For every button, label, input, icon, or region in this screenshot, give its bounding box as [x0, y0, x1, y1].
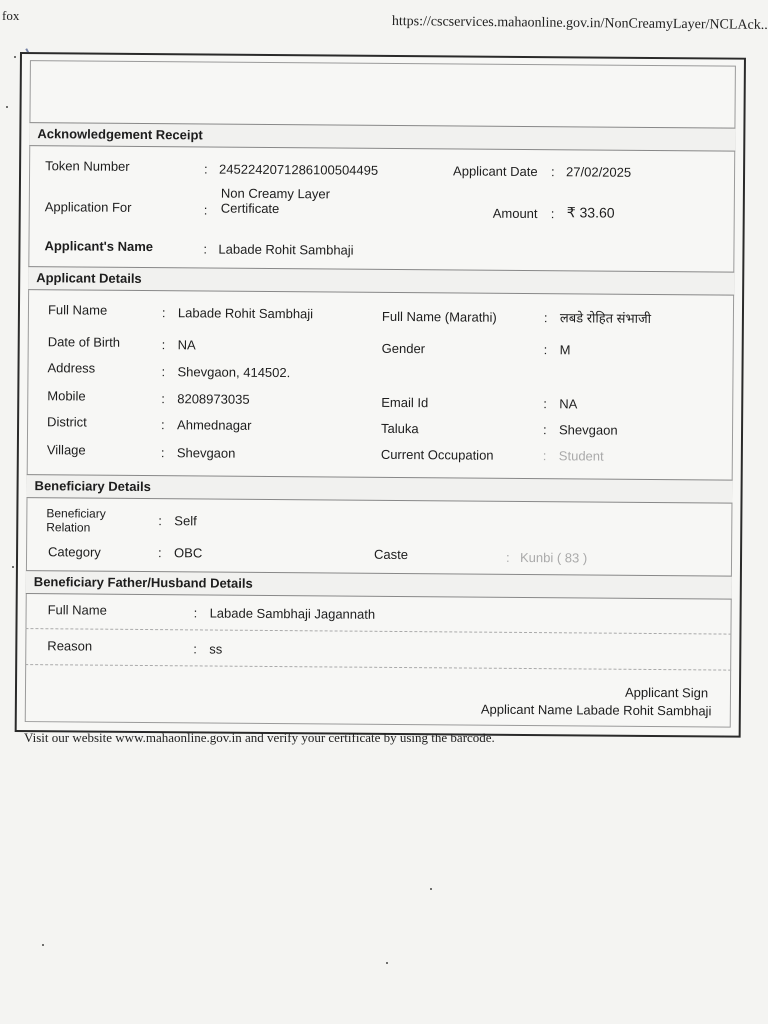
- applicant-date-colon: :: [551, 164, 555, 180]
- relation-colon: :: [158, 513, 163, 529]
- speck: [386, 962, 388, 964]
- mobile-colon: :: [161, 391, 165, 407]
- ack-title: Acknowledgement Receipt: [37, 126, 203, 143]
- category-colon: :: [158, 545, 162, 561]
- application-for-label: Application For: [44, 199, 132, 215]
- address-colon: :: [161, 364, 166, 380]
- district-value: Ahmednagar: [177, 417, 252, 433]
- speck: [6, 106, 8, 108]
- relation-label-1: Beneficiary: [46, 506, 106, 521]
- dob-label: Date of Birth: [47, 334, 121, 350]
- receipt-inner-border: [25, 60, 736, 728]
- village-label: Village: [46, 442, 86, 458]
- email-label: Email Id: [381, 394, 429, 411]
- occupation-label: Current Occupation: [380, 446, 494, 463]
- reason-colon: :: [193, 641, 198, 657]
- caste-value: Kunbi ( 83 ): [519, 549, 588, 566]
- token-colon: :: [204, 161, 208, 177]
- full-name-colon: :: [161, 305, 166, 321]
- village-colon: :: [160, 445, 165, 461]
- caste-label: Caste: [374, 546, 409, 563]
- applicant-name-value: Labade Rohit Sambhaji: [218, 241, 354, 258]
- full-name-label: Full Name: [47, 302, 108, 318]
- full-name-marathi-label: Full Name (Marathi): [381, 308, 497, 325]
- acknowledgement-receipt: [15, 52, 746, 738]
- relation-label-2: Relation: [46, 520, 91, 535]
- applicant-sign-name: Applicant Name Labade Rohit Sambhaji: [480, 701, 712, 719]
- gender-label: Gender: [381, 340, 426, 357]
- father-details-title: Beneficiary Father/Husband Details: [33, 574, 253, 591]
- gender-value: M: [559, 342, 571, 358]
- speck: [14, 56, 16, 58]
- address-value: Shevgaon, 414502.: [177, 364, 291, 381]
- district-colon: :: [161, 417, 165, 433]
- application-for-line1: Non Creamy Layer: [220, 185, 331, 202]
- application-for-line2: Certificate: [220, 200, 280, 217]
- applicant-name-label: Applicant's Name: [44, 238, 154, 255]
- village-value: Shevgaon: [176, 445, 236, 461]
- email-colon: :: [543, 396, 547, 412]
- applicant-date-value: 27/02/2025: [566, 164, 632, 180]
- amount-label: Amount: [492, 205, 538, 222]
- relation-value: Self: [174, 513, 197, 529]
- full-name-marathi-colon: :: [543, 310, 548, 326]
- address-label: Address: [47, 360, 96, 376]
- category-value: OBC: [174, 545, 203, 561]
- browser-label: fox: [2, 8, 20, 23]
- applicant-details-title: Applicant Details: [36, 270, 142, 286]
- reason-label: Reason: [47, 638, 93, 654]
- applicant-date-label: Applicant Date: [453, 163, 538, 180]
- page-url[interactable]: https://cscservices.mahaonline.gov.in/NonCreamyLayer/NCLAck..: [391, 14, 768, 33]
- reason-value: ss: [209, 641, 223, 657]
- mobile-value: 8208973035: [177, 391, 250, 407]
- email-value: NA: [559, 396, 578, 412]
- speck: [42, 944, 44, 946]
- speck: [430, 888, 432, 890]
- father-full-name-value: Labade Sambhaji Jagannath: [209, 605, 376, 622]
- applicant-name-colon: :: [203, 241, 208, 257]
- full-name-value: Labade Rohit Sambhaji: [177, 305, 314, 322]
- dob-colon: :: [161, 337, 166, 353]
- beneficiary-details-title: Beneficiary Details: [34, 478, 151, 495]
- mobile-label: Mobile: [47, 388, 86, 404]
- token-value: 2452242071286100504495: [219, 161, 379, 178]
- occupation-value: Student: [558, 448, 604, 464]
- father-full-name-label: Full Name: [47, 602, 107, 618]
- amount-colon: :: [550, 206, 555, 222]
- occupation-colon: :: [542, 448, 547, 464]
- applicant-sign-label: Applicant Sign: [624, 684, 709, 701]
- dob-value: NA: [177, 337, 196, 353]
- caste-colon: :: [505, 549, 510, 565]
- application-for-colon: :: [203, 202, 208, 218]
- father-full-name-colon: :: [193, 605, 198, 621]
- taluka-label: Taluka: [380, 420, 419, 437]
- footer-note: Visit our website www.mahaonline.gov.in and verify your certificate by using the barcode.: [24, 730, 495, 745]
- amount-value: ₹ 33.60: [566, 204, 615, 221]
- district-label: District: [47, 414, 87, 430]
- speck: [12, 566, 14, 568]
- gender-colon: :: [543, 342, 548, 358]
- taluka-value: Shevgaon: [558, 422, 618, 438]
- category-label: Category: [48, 544, 101, 560]
- full-name-marathi-value: लबडे रोहित संभाजी: [559, 310, 652, 326]
- token-label: Token Number: [45, 158, 130, 174]
- taluka-colon: :: [542, 422, 547, 438]
